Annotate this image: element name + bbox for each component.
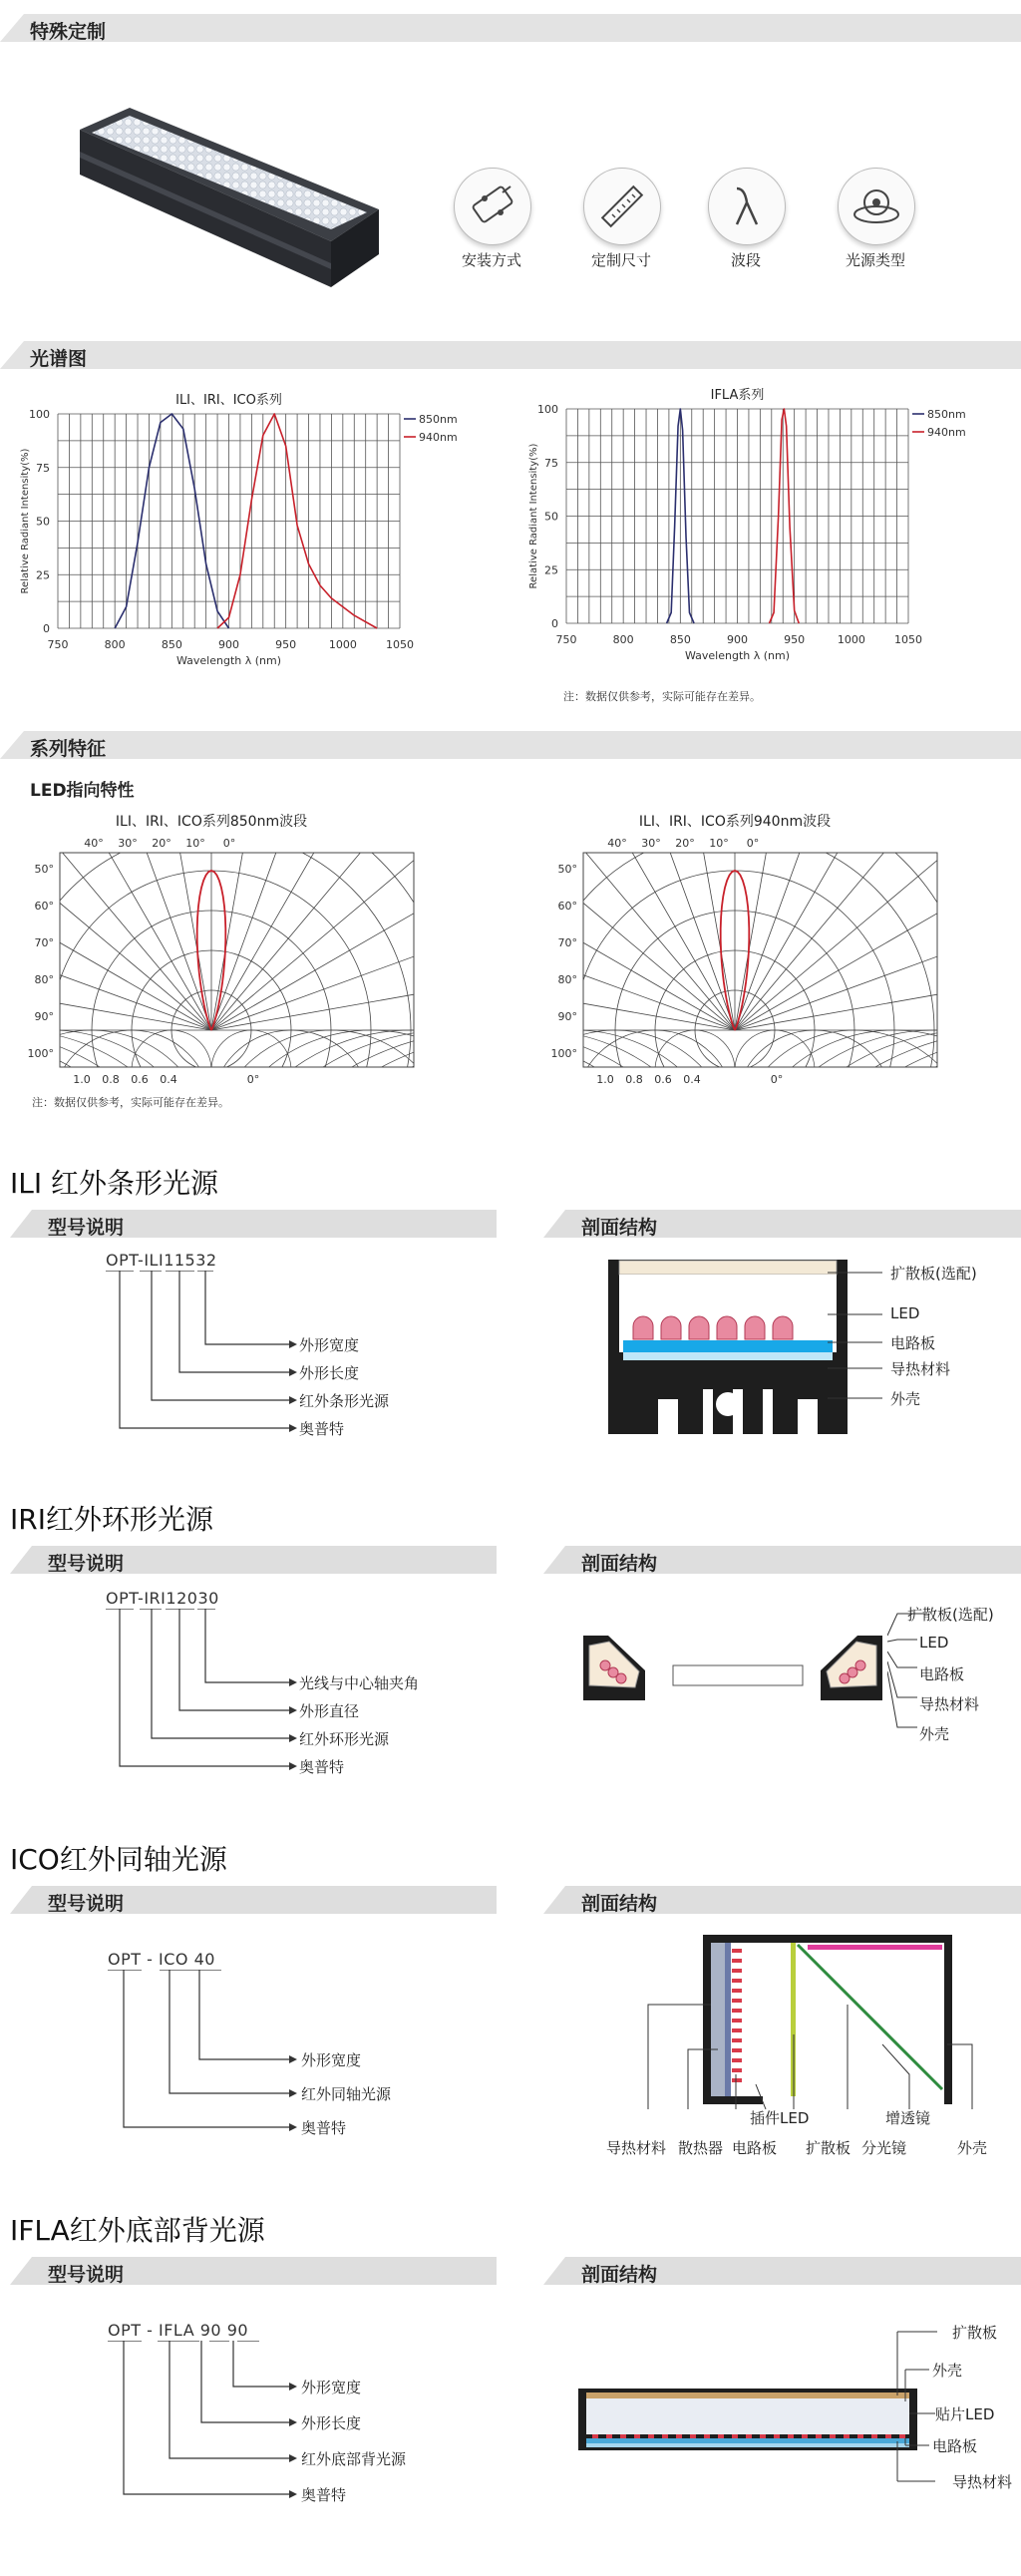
- code-part: ICO: [158, 1950, 188, 1969]
- struct-label: 贴片LED: [935, 2405, 995, 2423]
- struct-label: 增透镜: [885, 2109, 931, 2127]
- y-axis-label: Relative Radiant Intensity(%): [528, 443, 539, 589]
- left-angle-label: 70°: [34, 936, 54, 949]
- spectrum-chart-2: [528, 379, 987, 683]
- x-tick-label: 850: [161, 638, 182, 651]
- top-angle-label: 40°: [607, 837, 627, 850]
- struct-label: 导热材料: [606, 2139, 667, 2157]
- y-tick-label: 25: [36, 568, 50, 582]
- x-tick-label: 800: [104, 638, 126, 651]
- model-label: 外形直径: [299, 1702, 360, 1720]
- wavelength-icon[interactable]: [708, 168, 786, 245]
- polar-note: 注：数据仅供参考，实际可能存在差异。: [32, 1096, 229, 1109]
- legend-label: 940nm: [419, 431, 458, 444]
- model-label: 奥普特: [299, 1758, 345, 1776]
- x-tick-label: 950: [275, 638, 297, 651]
- model-connector-lines: [100, 1970, 299, 2139]
- series-heading-ifla: IFLA红外底部背光源: [10, 2214, 265, 2247]
- y-tick-label: 100: [537, 403, 558, 416]
- section-bar-features: [0, 731, 1021, 759]
- model-code: [108, 1950, 215, 1969]
- x-tick-label: 900: [727, 633, 748, 646]
- top-angle-label: 30°: [118, 837, 138, 850]
- x-tick-label: 900: [218, 638, 239, 651]
- struct-label: 散热器: [678, 2139, 724, 2157]
- code-part: IFLA: [158, 2321, 195, 2340]
- code-part: -: [147, 1950, 154, 1969]
- bottom-tick-label: 0.6: [131, 1073, 149, 1086]
- section-bar-spectrum: [0, 341, 1021, 369]
- model-connector-lines: [100, 2341, 299, 2520]
- model-label: 外形宽度: [299, 1336, 360, 1354]
- struct-label: 分光镜: [861, 2139, 907, 2157]
- model-bar-title: 型号说明: [48, 1893, 125, 1915]
- x-tick-label: 850: [669, 633, 691, 646]
- section-title: 系列特征: [30, 738, 107, 760]
- ifla-cross-section: [578, 2379, 917, 2458]
- code-part: -: [147, 2321, 154, 2340]
- struct-label: 电路板: [890, 1334, 936, 1352]
- top-angle-label: 30°: [641, 837, 661, 850]
- x-tick-label: 1000: [837, 633, 865, 646]
- section-bar-custom: [0, 14, 1021, 42]
- struct-label: 导热材料: [919, 1695, 980, 1713]
- struct-label: 外壳: [919, 1725, 950, 1743]
- model-label: 奥普特: [301, 2486, 347, 2504]
- struct-label: 扩散板: [806, 2139, 851, 2157]
- struct-label: 电路板: [932, 2437, 978, 2455]
- struct-label: 外壳: [957, 2139, 988, 2157]
- x-tick-label: 800: [612, 633, 634, 646]
- model-label: 红外环形光源: [299, 1730, 390, 1748]
- struct-label: 外壳: [932, 2362, 963, 2380]
- code-part: ILI: [144, 1251, 165, 1270]
- series-heading-ico: ICO红外同轴光源: [10, 1843, 227, 1876]
- struct-bar-title: 剖面结构: [581, 1893, 658, 1915]
- lamp-icon[interactable]: [838, 168, 915, 245]
- y-tick-label: 100: [29, 408, 50, 421]
- led-title: LED指向特性: [30, 781, 135, 801]
- left-angle-label: 80°: [34, 973, 54, 986]
- model-label: 外形长度: [299, 1364, 360, 1382]
- x-axis-label: Wavelength λ (nm): [175, 654, 282, 667]
- top-angle-label: 20°: [152, 837, 171, 850]
- bottom-tick-label: 1.0: [73, 1073, 91, 1086]
- lamp-label: 光源类型: [845, 251, 905, 269]
- model-bar: [10, 1546, 497, 1574]
- model-code: [108, 2321, 248, 2340]
- section-title: 光谱图: [30, 348, 88, 370]
- y-tick-label: 25: [544, 563, 558, 577]
- legend-label: 850nm: [927, 408, 966, 421]
- struct-bar-title: 剖面结构: [581, 1217, 658, 1239]
- top-angle-label: 40°: [84, 837, 104, 850]
- left-angle-label: 50°: [34, 863, 54, 876]
- bottom-tick-label: 0°: [246, 1073, 260, 1086]
- model-code: [106, 1251, 217, 1270]
- series-heading-ili: ILI 红外条形光源: [10, 1167, 219, 1200]
- struct-label: LED: [890, 1304, 920, 1322]
- code-part: 90: [226, 2321, 249, 2340]
- mount-icon[interactable]: [454, 168, 531, 245]
- legend-label: 850nm: [419, 413, 458, 426]
- chart-title: ILI、IRI、ICO系列: [175, 393, 282, 408]
- top-angle-label: 20°: [675, 837, 695, 850]
- chart-title: IFLA系列: [710, 388, 765, 403]
- struct-bar-title: 剖面结构: [581, 1553, 658, 1575]
- code-part: 115: [164, 1251, 196, 1270]
- ruler-label: 定制尺寸: [590, 251, 651, 269]
- bottom-tick-label: 0.8: [625, 1073, 643, 1086]
- code-part: OPT-: [106, 1589, 145, 1608]
- spectrum-chart-1: [20, 384, 479, 688]
- code-part: 30: [197, 1589, 219, 1608]
- polar-chart-1: [20, 798, 469, 1087]
- model-label: 奥普特: [301, 2119, 347, 2137]
- struct-label: 插件LED: [750, 2109, 810, 2127]
- polar-title: ILI、IRI、ICO系列940nm波段: [638, 814, 832, 830]
- code-part: 32: [195, 1251, 217, 1270]
- legend-label: 940nm: [927, 426, 966, 439]
- left-angle-label: 90°: [557, 1010, 577, 1023]
- ruler-icon[interactable]: [583, 168, 661, 245]
- model-bar-title: 型号说明: [48, 2264, 125, 2286]
- struct-bar: [543, 1210, 1021, 1238]
- y-tick-label: 0: [43, 622, 50, 635]
- model-label: 外形宽度: [301, 2051, 362, 2069]
- mount-label: 安装方式: [461, 251, 521, 269]
- code-part: OPT: [108, 1950, 142, 1969]
- x-tick-label: 1050: [386, 638, 414, 651]
- wavelength-label: 波段: [730, 251, 761, 269]
- model-label: 外形宽度: [301, 2379, 362, 2396]
- struct-bar: [543, 1886, 1021, 1914]
- bottom-tick-label: 0.4: [683, 1073, 701, 1086]
- struct-label: 扩散板: [952, 2324, 998, 2342]
- spectrum-note: 注：数据仅供参考，实际可能存在差异。: [563, 690, 761, 703]
- model-code: [106, 1589, 219, 1608]
- model-bar-title: 型号说明: [48, 1553, 125, 1575]
- y-tick-label: 50: [36, 515, 50, 529]
- code-part: OPT-: [106, 1251, 145, 1270]
- x-tick-label: 950: [784, 633, 806, 646]
- code-part: 90: [199, 2321, 222, 2340]
- polar-chart-2: [543, 798, 992, 1087]
- code-part: 40: [193, 1950, 215, 1969]
- y-tick-label: 75: [544, 456, 558, 470]
- y-tick-label: 0: [551, 617, 558, 630]
- left-angle-label: 100°: [550, 1047, 577, 1060]
- model-connector-lines: [100, 1609, 299, 1788]
- top-angle-label: 10°: [185, 837, 205, 850]
- bottom-tick-label: 0.8: [102, 1073, 120, 1086]
- model-bar: [10, 2257, 497, 2285]
- model-label: 红外条形光源: [299, 1392, 390, 1410]
- x-tick-label: 1000: [328, 638, 357, 651]
- left-angle-label: 50°: [557, 863, 577, 876]
- left-angle-label: 70°: [557, 936, 577, 949]
- code-part: IRI: [144, 1589, 167, 1608]
- polar-title: ILI、IRI、ICO系列850nm波段: [115, 814, 308, 830]
- struct-label: 扩散板(选配): [890, 1265, 977, 1283]
- top-angle-label: 10°: [709, 837, 729, 850]
- bottom-tick-label: 0.6: [654, 1073, 672, 1086]
- struct-label: 扩散板(选配): [907, 1606, 994, 1624]
- code-part: OPT: [108, 2321, 142, 2340]
- model-label: 红外底部背光源: [301, 2450, 407, 2468]
- model-connector-lines: [100, 1271, 299, 1450]
- struct-bar: [543, 1546, 1021, 1574]
- x-tick-label: 750: [555, 633, 577, 646]
- left-angle-label: 100°: [27, 1047, 54, 1060]
- struct-bar-title: 剖面结构: [581, 2264, 658, 2286]
- struct-label: 导热材料: [952, 2473, 1013, 2491]
- series-heading-iri: IRI红外环形光源: [10, 1503, 213, 1536]
- struct-label: 外壳: [890, 1390, 921, 1408]
- model-bar-title: 型号说明: [48, 1217, 125, 1239]
- y-axis-label: Relative Radiant Intensity(%): [20, 448, 31, 594]
- y-tick-label: 75: [36, 461, 50, 475]
- model-bar: [10, 1210, 497, 1238]
- y-tick-label: 50: [544, 510, 558, 524]
- bottom-tick-label: 0.4: [160, 1073, 177, 1086]
- left-angle-label: 60°: [557, 900, 577, 913]
- top-angle-label: 0°: [222, 837, 236, 850]
- bottom-tick-label: 1.0: [596, 1073, 614, 1086]
- struct-label: LED: [919, 1634, 949, 1652]
- model-bar: [10, 1886, 497, 1914]
- struct-label: 导热材料: [890, 1360, 951, 1378]
- x-tick-label: 750: [47, 638, 69, 651]
- code-part: 120: [166, 1589, 198, 1608]
- model-label: 红外同轴光源: [301, 2085, 392, 2103]
- struct-label: 电路板: [732, 2139, 778, 2157]
- struct-label: 电路板: [919, 1665, 965, 1683]
- x-tick-label: 1050: [894, 633, 922, 646]
- model-label: 光线与中心轴夹角: [299, 1674, 420, 1692]
- model-label: 外形长度: [301, 2414, 362, 2432]
- left-angle-label: 80°: [557, 973, 577, 986]
- x-axis-label: Wavelength λ (nm): [684, 649, 791, 662]
- iri-cross-section: [583, 1626, 902, 1725]
- top-angle-label: 0°: [746, 837, 760, 850]
- struct-leader-lines: [828, 1265, 887, 1444]
- product-image: [70, 100, 389, 299]
- left-angle-label: 60°: [34, 900, 54, 913]
- struct-bar: [543, 2257, 1021, 2285]
- bottom-tick-label: 0°: [770, 1073, 784, 1086]
- model-label: 奥普特: [299, 1420, 345, 1438]
- left-angle-label: 90°: [34, 1010, 54, 1023]
- section-title: 特殊定制: [30, 21, 107, 43]
